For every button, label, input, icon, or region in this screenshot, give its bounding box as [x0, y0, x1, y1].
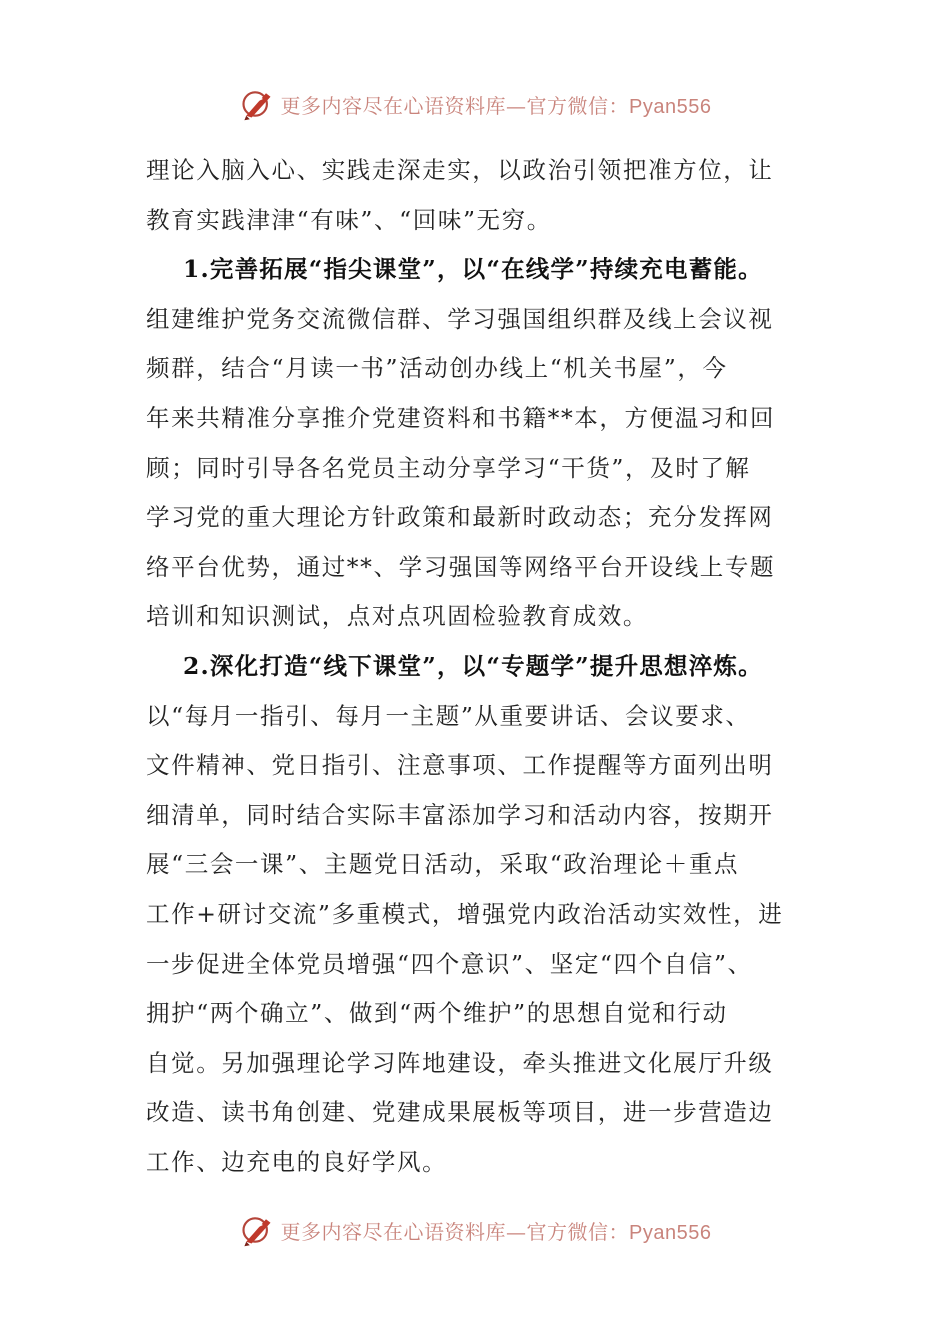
- paragraph-line: 以“每月一指引、每月一主题”从重要讲话、会议要求、: [146, 701, 751, 730]
- pen-nib-logo-icon: [239, 86, 275, 122]
- paragraph-line: 展“三会一课”、主题党日活动，采取“政治理论＋重点: [146, 850, 740, 879]
- paragraph-line: 改造、读书角创建、党建成果展板等项目，进一步营造边: [146, 1098, 774, 1127]
- paragraph-line: 培训和知识测试，点对点巩固检验教育成效。: [146, 602, 648, 631]
- paragraph-line: 文件精神、党日指引、注意事项、工作提醒等方面列出明: [146, 751, 774, 780]
- pen-nib-logo-icon: [239, 1212, 275, 1248]
- paragraph-line: 教育实践津津“有味”、“回味”无穷。: [146, 205, 552, 234]
- paragraph-line: 一步促进全体党员增强“四个意识”、坚定“四个自信”、: [146, 949, 753, 978]
- paragraph-line: 频群，结合“月读一书”活动创办线上“机关书屋”，今: [146, 354, 728, 383]
- document-body: [146, 146, 822, 1187]
- section-heading: 2.深化打造“线下课堂”，以“专题学”提升思想淬炼。: [183, 651, 763, 680]
- paragraph-line: 自觉。另加强理论学习阵地建设，牵头推进文化展厅升级: [146, 1048, 774, 1077]
- paragraph-line: 年来共精准分享推介党建资料和书籍**本，方便温习和回: [146, 403, 776, 432]
- paragraph-line: 细清单，同时结合实际丰富添加学习和活动内容，按期开: [146, 800, 774, 829]
- paragraph-line: 拥护“两个确立”、做到“两个维护”的思想自觉和行动: [146, 999, 728, 1028]
- header-watermark: [0, 82, 950, 126]
- paragraph-line: 顾；同时引导各名党员主动分享学习“干货”，及时了解: [146, 453, 751, 482]
- watermark-text: 更多内容尽在心语资料库—官方微信：Pyan556: [280, 1219, 712, 1244]
- paragraph-line: 学习党的重大理论方针政策和最新时政动态；充分发挥网: [146, 503, 774, 532]
- paragraph-line: 组建维护党务交流微信群、学习强国组织群及线上会议视: [146, 304, 774, 333]
- paragraph-line: 络平台优势，通过**、学习强国等网络平台开设线上专题: [146, 552, 776, 581]
- paragraph-line: 工作、边充电的良好学风。: [146, 1147, 448, 1176]
- watermark-text: 更多内容尽在心语资料库—官方微信：Pyan556: [280, 93, 712, 118]
- paragraph-line: 理论入脑入心、实践走深走实，以政治引领把准方位，让: [146, 156, 774, 184]
- footer-watermark: [0, 1208, 950, 1252]
- paragraph-line: 工作+研讨交流”多重模式，增强党内政治活动实效性，进: [146, 899, 784, 928]
- section-heading: 1.完善拓展“指尖课堂”，以“在线学”持续充电蓄能。: [183, 255, 763, 284]
